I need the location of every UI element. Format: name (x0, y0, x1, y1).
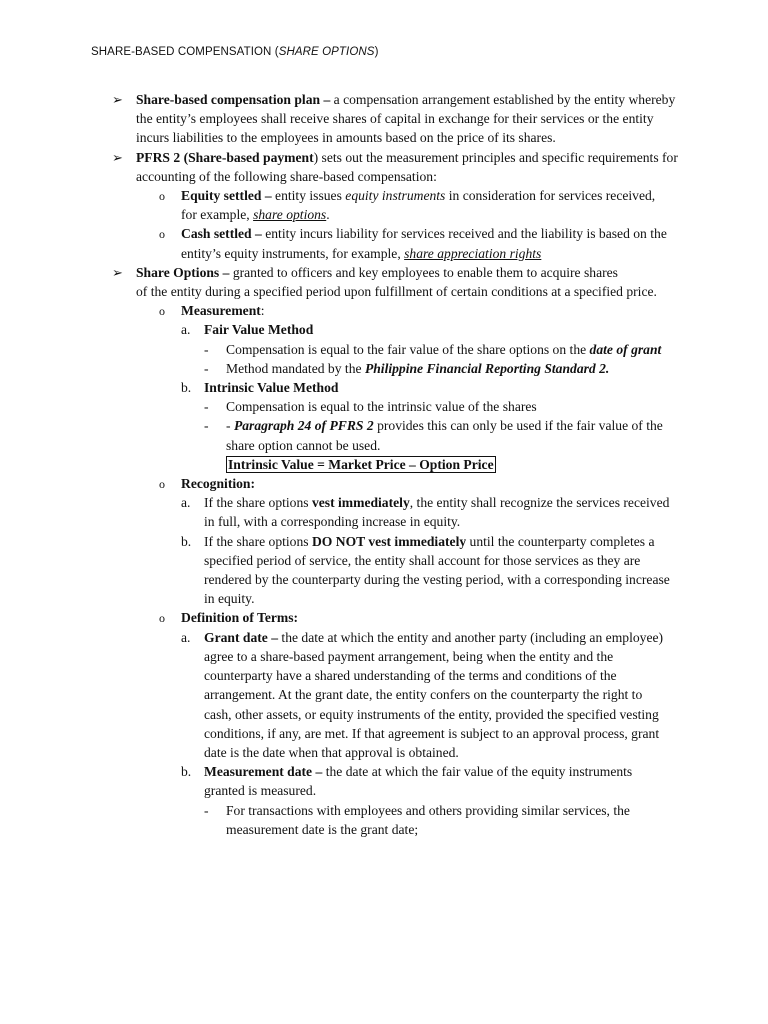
sub-cash-settled (0, 224, 768, 262)
term-grant-date: Grant date – (204, 629, 279, 645)
section-recognition (0, 474, 768, 493)
title-intrinsic-value-method: Intrinsic Value Method (204, 380, 339, 396)
fair-value-detail-1 (0, 340, 768, 359)
text-intrinsic-1: Compensation is equal to the intrinsic value of the shares (226, 399, 537, 415)
text-paragraph-24: Paragraph 24 of PFRS 2 (233, 418, 374, 434)
formula-line (0, 455, 768, 474)
section-measurement (0, 301, 768, 320)
text-share-appreciation-rights: share appreciation rights (404, 245, 542, 261)
text-pfrs2: sets out the measurement principles and specific requirements for accounting of the following share-based compensation: (136, 149, 678, 184)
fair-value-method (0, 320, 768, 339)
text-equity-instruments: equity instruments (345, 188, 446, 204)
text-share-based-plan: a compensation arrangement established by the entity whereby the entity’s employees shall receive shares of capital in exchange for their services or the entity incurs liabilities to the employees in amounts based on the price of its shares. (136, 92, 676, 146)
term-pfrs2-end: ) (313, 149, 319, 165)
circle-bullet-icon: o (159, 611, 165, 626)
circle-bullet-icon: o (159, 304, 165, 319)
definition-measurement-date (0, 762, 768, 800)
header-title-end: ) (374, 46, 379, 58)
circle-bullet-icon: o (159, 227, 165, 242)
circle-bullet-icon: o (159, 477, 165, 492)
letter-marker-b: b. (181, 380, 192, 396)
text-recognition-b: until the counterparty completes a specified period of service, the entity shall account for those services as they are rendered by the counterparty during the vesting period, with a corresponding increase in equity. (204, 533, 670, 607)
letter-marker-b: b. (181, 764, 192, 780)
text-equity-settled-end: . (326, 207, 330, 223)
section-definitions (0, 608, 768, 627)
letter-marker-a: a. (181, 629, 191, 645)
label-definitions: Definition of Terms: (181, 610, 299, 626)
definition-grant-date (0, 628, 768, 762)
text-share-options: granted to officers and key employees to enable them to acquire shares (229, 264, 618, 280)
letter-marker-b: b. (181, 533, 192, 549)
sub-equity-settled (0, 186, 768, 224)
text-recognition-a-pre: If the share options (204, 495, 312, 511)
recognition-a (0, 493, 768, 531)
text-recognition-a: , the entity shall recognize the services received in full, with a corresponding increase in equity. (204, 495, 670, 530)
header-title-italic: SHARE OPTIONS (278, 46, 375, 58)
document-body (0, 90, 768, 839)
letter-marker-a: a. (181, 495, 191, 511)
dash-marker: - (204, 802, 209, 818)
title-fair-value-method: Fair Value Method (204, 322, 314, 338)
text-fair-value-1: Compensation is equal to the fair value of the share options on the (226, 341, 590, 357)
bullet-share-based-plan (0, 90, 768, 148)
dash-marker: - (204, 360, 209, 376)
text-date-of-grant: date of grant (589, 341, 662, 357)
label-recognition: Recognition: (181, 476, 256, 492)
intrinsic-value-formula-box: Intrinsic Value = Market Price – Option Price (228, 456, 494, 472)
text-cash-settled: entity incurs liability for services received and the liability is based on the entity’s equity instruments, for example, (181, 226, 667, 261)
arrow-bullet-icon: ➢ (112, 92, 123, 107)
term-measurement-date: Measurement date – (204, 764, 323, 780)
bullet-pfrs2 (0, 148, 768, 186)
arrow-bullet-icon: ➢ (112, 264, 123, 280)
letter-marker-a: a. (181, 322, 191, 338)
fair-value-detail-2 (0, 359, 768, 378)
text-equity-settled-1: entity issues (271, 188, 346, 204)
intrinsic-value-method (0, 378, 768, 397)
recognition-b (0, 532, 768, 609)
dash-marker: - (204, 341, 209, 357)
text-measurement-date: the date at which the fair value of the equity instruments granted is measured. (204, 764, 633, 799)
text-share-options-continued: of the entity during a specified period upon fulfillment of certain conditions at a specified price. (136, 284, 657, 300)
arrow-bullet-icon: ➢ (112, 149, 123, 165)
term-cash-settled: Cash settled – (181, 226, 262, 242)
text-share-options-underlined: share options (253, 207, 327, 223)
circle-bullet-icon: o (159, 189, 165, 204)
term-pfrs2: PFRS 2 (Share-based payment (136, 149, 314, 165)
text-grant-date: the date at which the entity and another party (including an employee) agree to a share-based payment arrangement, being when the entity and the counterparty have a shared understanding of the terms and conditions of the arrangement. At the grant date, the entity confers on the counterparty the right to cash, other assets, or equity instruments of the entity, provided the specified vesting conditions, if any, are met. If that agreement is subject to an approval process, grant date is the date when that approval is obtained. (204, 629, 664, 760)
text-pfrs-full-name: Philippine Financial Reporting Standard 2. (364, 360, 610, 376)
term-share-based-plan: Share-based compensation plan – (136, 92, 331, 107)
text-vest-immediately: vest immediately (311, 495, 410, 511)
intrinsic-detail-1 (0, 397, 768, 416)
label-measurement: Measurement (181, 303, 261, 319)
term-equity-settled: Equity settled – (181, 188, 272, 204)
text-measurement-date-detail: For transactions with employees and others providing similar services, the measurement date is the grant date; (226, 802, 630, 837)
label-measurement-colon: : (260, 303, 265, 319)
header-title: SHARE-BASED COMPENSATION ( (91, 46, 279, 58)
intrinsic-detail-2 (0, 416, 768, 454)
text-intrinsic-2: provides this can only be used if the fair value of the share option cannot be used. (226, 418, 663, 453)
text-equity-settled-2: in consideration for services received, for example, (181, 188, 656, 223)
text-fair-value-2: Method mandated by the (226, 360, 365, 376)
text-recognition-b-pre: If the share options (204, 533, 312, 549)
term-share-options: Share Options – (136, 264, 230, 280)
text-do-not-vest-immediately: DO NOT vest immediately (311, 533, 467, 549)
dash-marker: - (204, 418, 209, 434)
page-header (91, 46, 379, 58)
dash-marker: - (204, 399, 209, 415)
bullet-share-options (0, 263, 768, 282)
measurement-date-detail (0, 801, 768, 839)
text-intrinsic-2-prefix: - (226, 418, 234, 434)
